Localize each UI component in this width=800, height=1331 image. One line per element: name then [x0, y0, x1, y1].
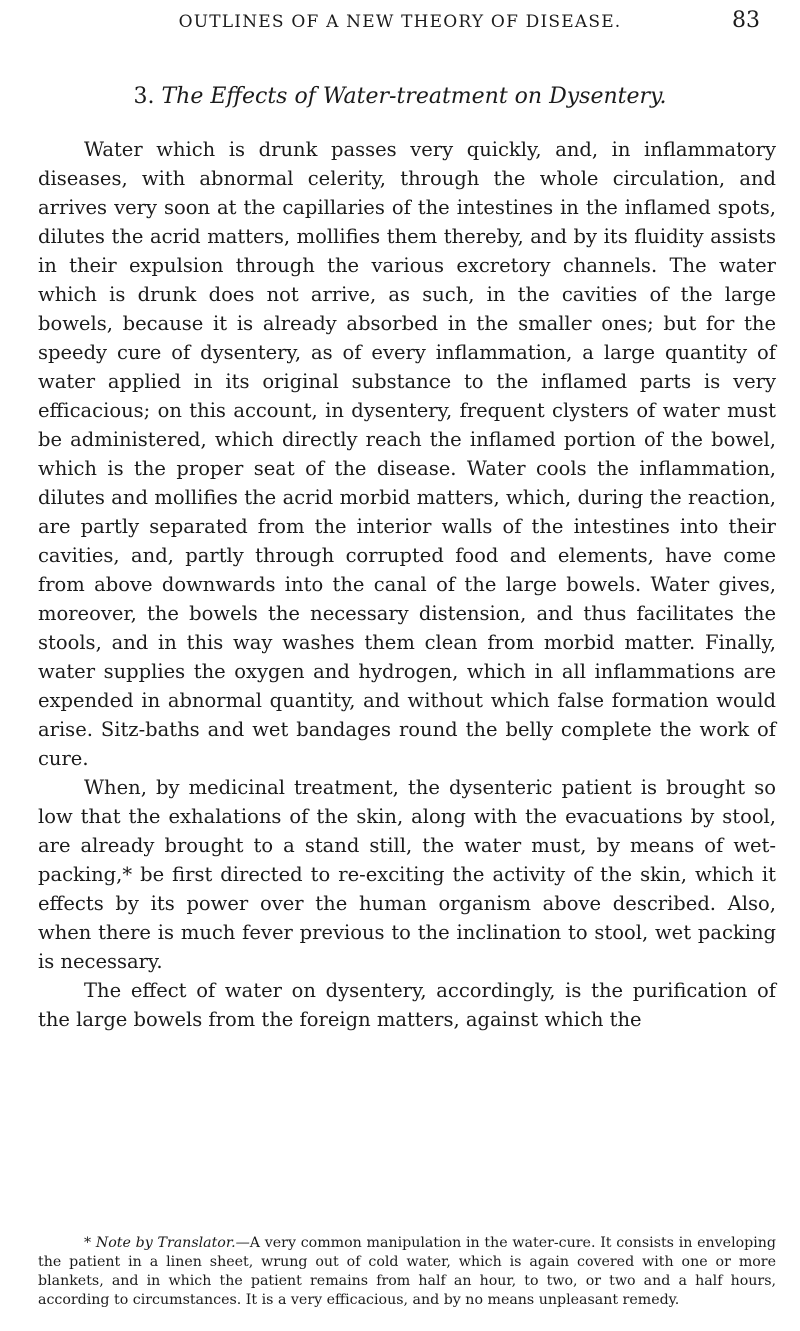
paragraph-2: When, by medicinal treatment, the dysenteric patient is brought so low that the exhalations of the skin, along with the evacuations by stool, are already brought to a stand still, the water must, by means of wet-packing,* be first directed to re-exciting the activity of the skin, which it effects by its power over the human organism above described. Also, when there is much fever previous to the inclination to stool, wet packing is necessary. — [38, 776, 776, 973]
body-text — [38, 135, 776, 1034]
page-number: 83 — [732, 8, 760, 33]
footnote-text: A very common manipulation in the water-cure. It consists in enveloping the patient in a linen sheet, wrung out of cold water, which is again covered with one or more blankets, and in which the patient remains from half an hour, to two, or two and a half hours, according to circumstances. It is a very efficacious, and by no means unpleasant remedy. — [38, 1235, 776, 1308]
footnote-marker: * Note by Translator.— — [84, 1235, 250, 1251]
section-heading — [0, 84, 800, 109]
footnote — [38, 1234, 776, 1310]
paragraph-3: The effect of water on dysentery, accordingly, is the purification of the large bowels from the foreign matters, against which the — [38, 979, 776, 1031]
section-number: 3. — [133, 84, 155, 109]
running-title: OUTLINES OF A NEW THEORY OF DISEASE. — [178, 12, 622, 32]
running-head — [0, 8, 800, 42]
paragraph-1: Water which is drunk passes very quickly, and, in inflammatory diseases, with abnormal celerity, through the whole circulation, and arrives very soon at the capillaries of the intestines in the inflamed spots, dilutes the acrid matters, mollifies them thereby, and by its fluidity assists in their expulsion through the various excretory channels. The water which is drunk does not arrive, as such, in the cavities of the large bowels, because it is already absorbed in the smaller ones; but for the speedy cure of dysentery, as of every inflammation, a large quantity of water applied in its original substance to the inflamed parts is very efficacious; on this account, in dysentery, frequent clysters of water must be administered, which directly reach the inflamed portion of the bowel, which is the proper seat of the disease. Water cools the inflammation, dilutes and mollifies the acrid morbid matters, which, during the reaction, are partly separated from the interior walls of the intestines into their cavities, and, partly through corrupted food and elements, have come from above downwards into the canal of the large bowels. Water gives, moreover, the bowels the necessary distension, and thus facilitates the stools, and in this way washes them clean from morbid matter. Finally, water supplies the oxygen and hydrogen, which in all inflammations are expended in abnormal quantity, and without which false formation would arise. Sitz-baths and wet bandages round the belly complete the work of cure. — [38, 138, 776, 770]
section-title: The Effects of Water-treatment on Dysentery. — [161, 84, 667, 109]
